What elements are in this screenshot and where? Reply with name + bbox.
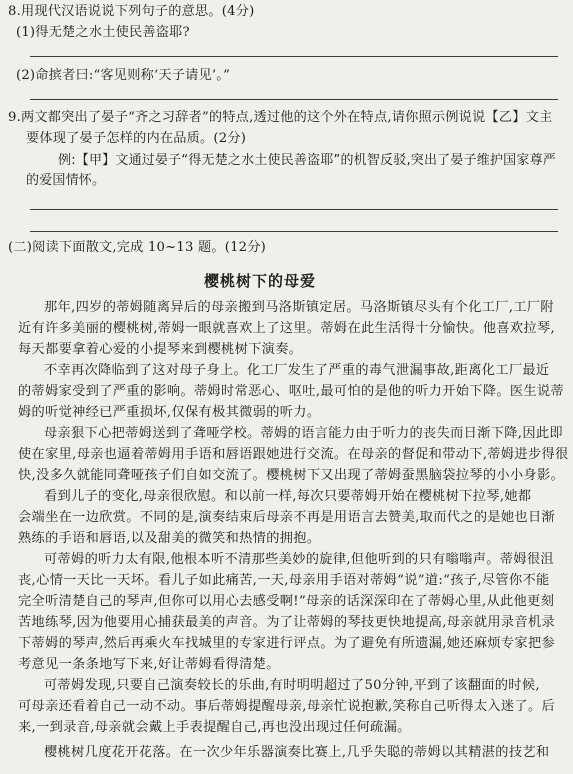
section-heading: (二)阅读下面散文,完成 10~13 题。(12分) <box>8 240 266 255</box>
answer-line <box>30 99 558 100</box>
q9-stem-line-2: 要体现了晏子怎样的内在品质。(2分) <box>26 131 247 146</box>
q9-example-line-1: 例:【甲】文通过晏子“得无楚之水土使民善盗耶”的机智反驳,突出了晏子维护国家尊严 <box>58 153 556 168</box>
article-line: 姆的听觉神经已严重损坏,仅保有极其微弱的听力。 <box>18 405 321 420</box>
article-line: 母亲狠下心把蒂姆送到了聋哑学校。蒂姆的语言能力由于听力的丧失而日渐下降,因此即 <box>44 426 563 441</box>
q9-stem-line-1: 9.两文都突出了晏子“齐之习辞者”的特点,透过他的这个外在特点,请你照示例说说【乙】文主 <box>8 110 553 125</box>
article-line: 熟练的手语和唇语,以及甜美的微笑和热情的拥抱。 <box>18 531 321 546</box>
q9-example-line-2: 的爱国情怀。 <box>26 173 106 188</box>
article-line: 近有许多美丽的樱桃树,蒂姆一眼就喜欢上了这里。蒂姆在此生活得十分愉快。他喜欢拉琴, <box>18 321 556 336</box>
q8-sentence-2: (2)命摈者曰:“客见则称‘天子请见’。” <box>16 68 231 83</box>
article-line: 使在家里,母亲也逼着蒂姆用手语和唇语跟她进行交流。在母亲的督促和带动下,蒂姆进步得很 <box>18 447 569 462</box>
article-line: 可蒂姆发现,只要自己演奏较长的乐曲,有时明明超过了50分钟,平到了该翻面的时候, <box>44 678 540 693</box>
article-line: 看到儿子的变化,母亲很欣慰。和以前一样,每次只要蒂姆开始在樱桃树下拉琴,她都 <box>44 489 532 504</box>
article-line: 快,没多久就能同聋哑孩子们自如交流了。樱桃树下又出现了蒂姆蚕黑脑袋拉琴的小小身影。 <box>18 468 565 483</box>
article-line: 每天都要拿着心爱的小提琴来到樱桃树下演奏。 <box>18 342 303 357</box>
q8-sentence-1: (1)得无楚之水土使民善盗耶? <box>16 25 190 40</box>
article-line: 考意见一条条地写下来,好让蒂姆看得清楚。 <box>18 657 280 672</box>
q8-stem: 8.用现代汉语说说下列句子的意思。(4分) <box>8 4 255 19</box>
article-line: 下蒂姆的琴声,然后再乘火车找城里的专家进行评点。为了避免有所遗漏,她还麻烦专家把参 <box>18 636 556 651</box>
article-line: 的蒂姆家受到了严重的影响。蒂姆时常恶心、呕吐,最可怕的是他的听力开始下降。医生说蒂 <box>18 384 565 399</box>
article-line: 那年,四岁的蒂姆随离异后的母亲搬到马洛斯镇定居。马洛斯镇尽头有个化工厂,工厂附 <box>44 300 554 315</box>
article-line: 来,一到录音,母亲就会戴上手表提醒自己,再也没出现过任何疏漏。 <box>18 720 411 735</box>
article-title: 樱桃树下的母爱 <box>204 272 317 290</box>
answer-line <box>30 231 558 232</box>
article-line: 会端坐在一边欣赏。不同的是,演奏结束后母亲不再是用语言去赞美,取而代之的是她也日渐 <box>18 510 556 525</box>
article-line: 樱桃树几度花开花落。在一次少年乐器演奏比赛上,几乎失聪的蒂姆以其精湛的技艺和 <box>44 745 550 760</box>
article-line: 苦地练琴,因为他要用心捕获最美的声音。为了让蒂姆的琴技更快地提高,母亲就用录音机录 <box>18 615 556 630</box>
article-line: 可母亲还看着自己一动不动。事后蒂姆提醒母亲,母亲忙说抱歉,笑称自己听得太入迷了。后 <box>18 699 556 714</box>
answer-line <box>30 209 558 210</box>
article-line: 丧,心情一天比一天坏。看儿子如此痛苦,一天,母亲用手语对蒂姆“说”道:“孩子,尽管你不能 <box>18 573 550 588</box>
article-line: 完全听清楚自己的琴声,但你可以用心去感受啊!”母亲的话深深印在了蒂姆心里,从此他更刻 <box>18 594 555 609</box>
article-line: 不幸再次降临到了这对母子身上。化工厂发生了严重的毒气泄漏事故,距离化工厂最近 <box>44 363 550 378</box>
article-line: 可蒂姆的听力太有限,他根本听不清那些美妙的旋律,但他听到的只有嗡嗡声。蒂姆很沮 <box>44 552 554 567</box>
answer-line <box>30 56 558 57</box>
